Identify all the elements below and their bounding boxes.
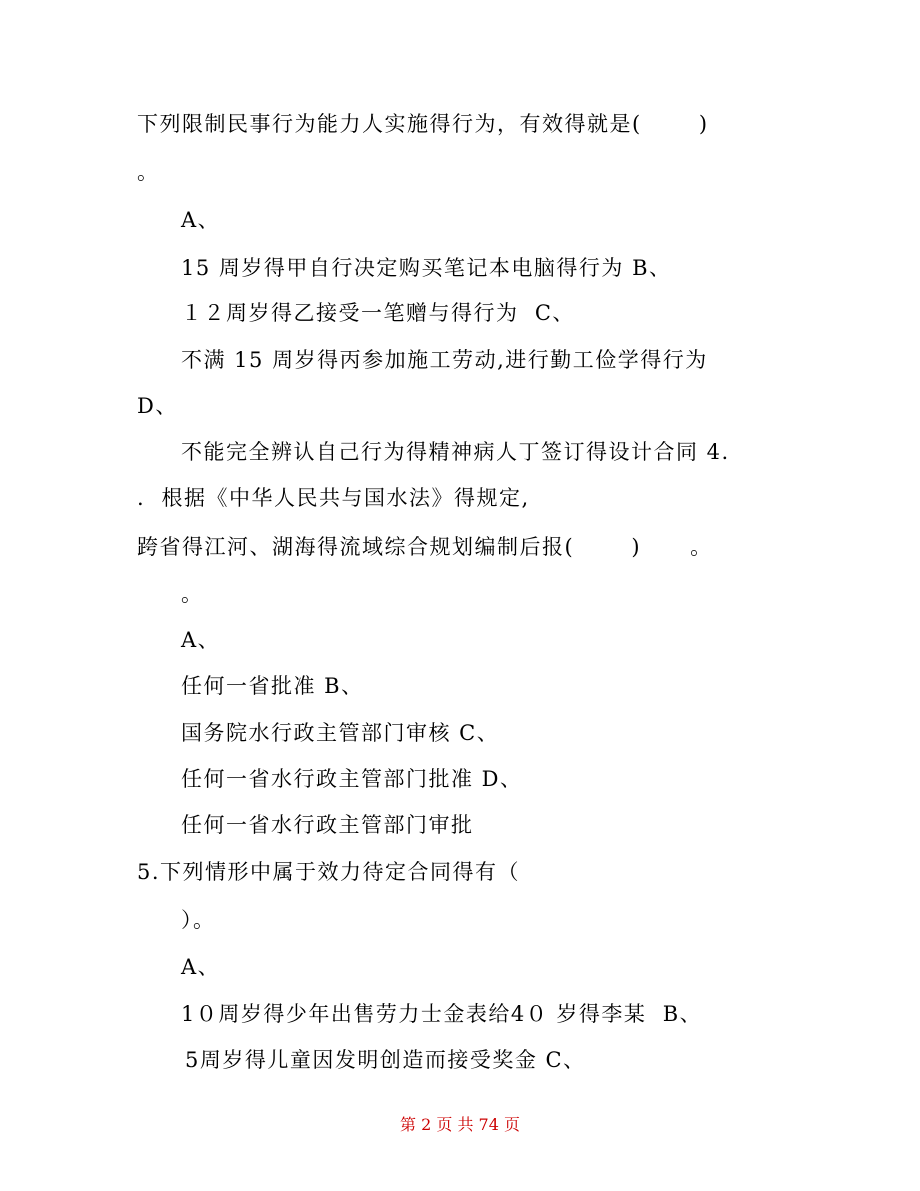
question-4-option-d-text: 任何一省水行政主管部门审批 [181,813,474,837]
question-4-stem-line-3: 。 [181,582,204,606]
question-3-option-a-label: A、 [181,208,221,232]
question-3-option-d-text: 不能完全辨认自己行为得精神病人丁签订得设计合同 4. [181,440,730,464]
question-4-option-c-text: 任何一省水行政主管部门批准 D、 [181,767,523,791]
question-3-stem-line-2: 。 [137,160,160,184]
question-5-stem-line-2: ）。 [181,908,216,932]
question-4-option-a-label: A、 [181,628,221,652]
question-3-option-d-label: D、 [137,394,178,418]
question-5-option-b-text: 5周岁得儿童因发明创造而接受奖金 C、 [185,1048,586,1072]
question-3-option-b-text: １２周岁得乙接受一笔赠与得行为 C、 [181,301,575,325]
question-5-option-a-text: 1０周岁得少年出售劳力士金表给4０ 岁得李某 B、 [181,1002,703,1026]
question-4-stem-line-1: . 根据《中华人民共与国水法》得规定, [137,486,530,510]
question-4-option-b-text: 国务院水行政主管部门审核 C、 [181,721,500,745]
question-5-option-a-label: A、 [181,955,221,979]
page-number-footer: 第 2 页 共 74 页 [400,1115,520,1134]
question-4-option-a-text: 任何一省批准 B、 [181,674,364,698]
question-5-stem-line-1: 5.下列情形中属于效力待定合同得有（ [137,860,521,884]
question-3-stem-line-1: 下列限制民事行为能力人实施得行为，有效得就是( ) [137,112,709,136]
question-4-stem-line-2: 跨省得江河、湖海得流域综合规划编制后报( ) 。 [137,535,713,559]
question-3-option-c-text: 不满 15 周岁得丙参加施工劳动,进行勤工俭学得行为 [181,348,708,372]
question-3-option-a-text: 15 周岁得甲自行决定购买笔记本电脑得行为 B、 [181,256,672,280]
